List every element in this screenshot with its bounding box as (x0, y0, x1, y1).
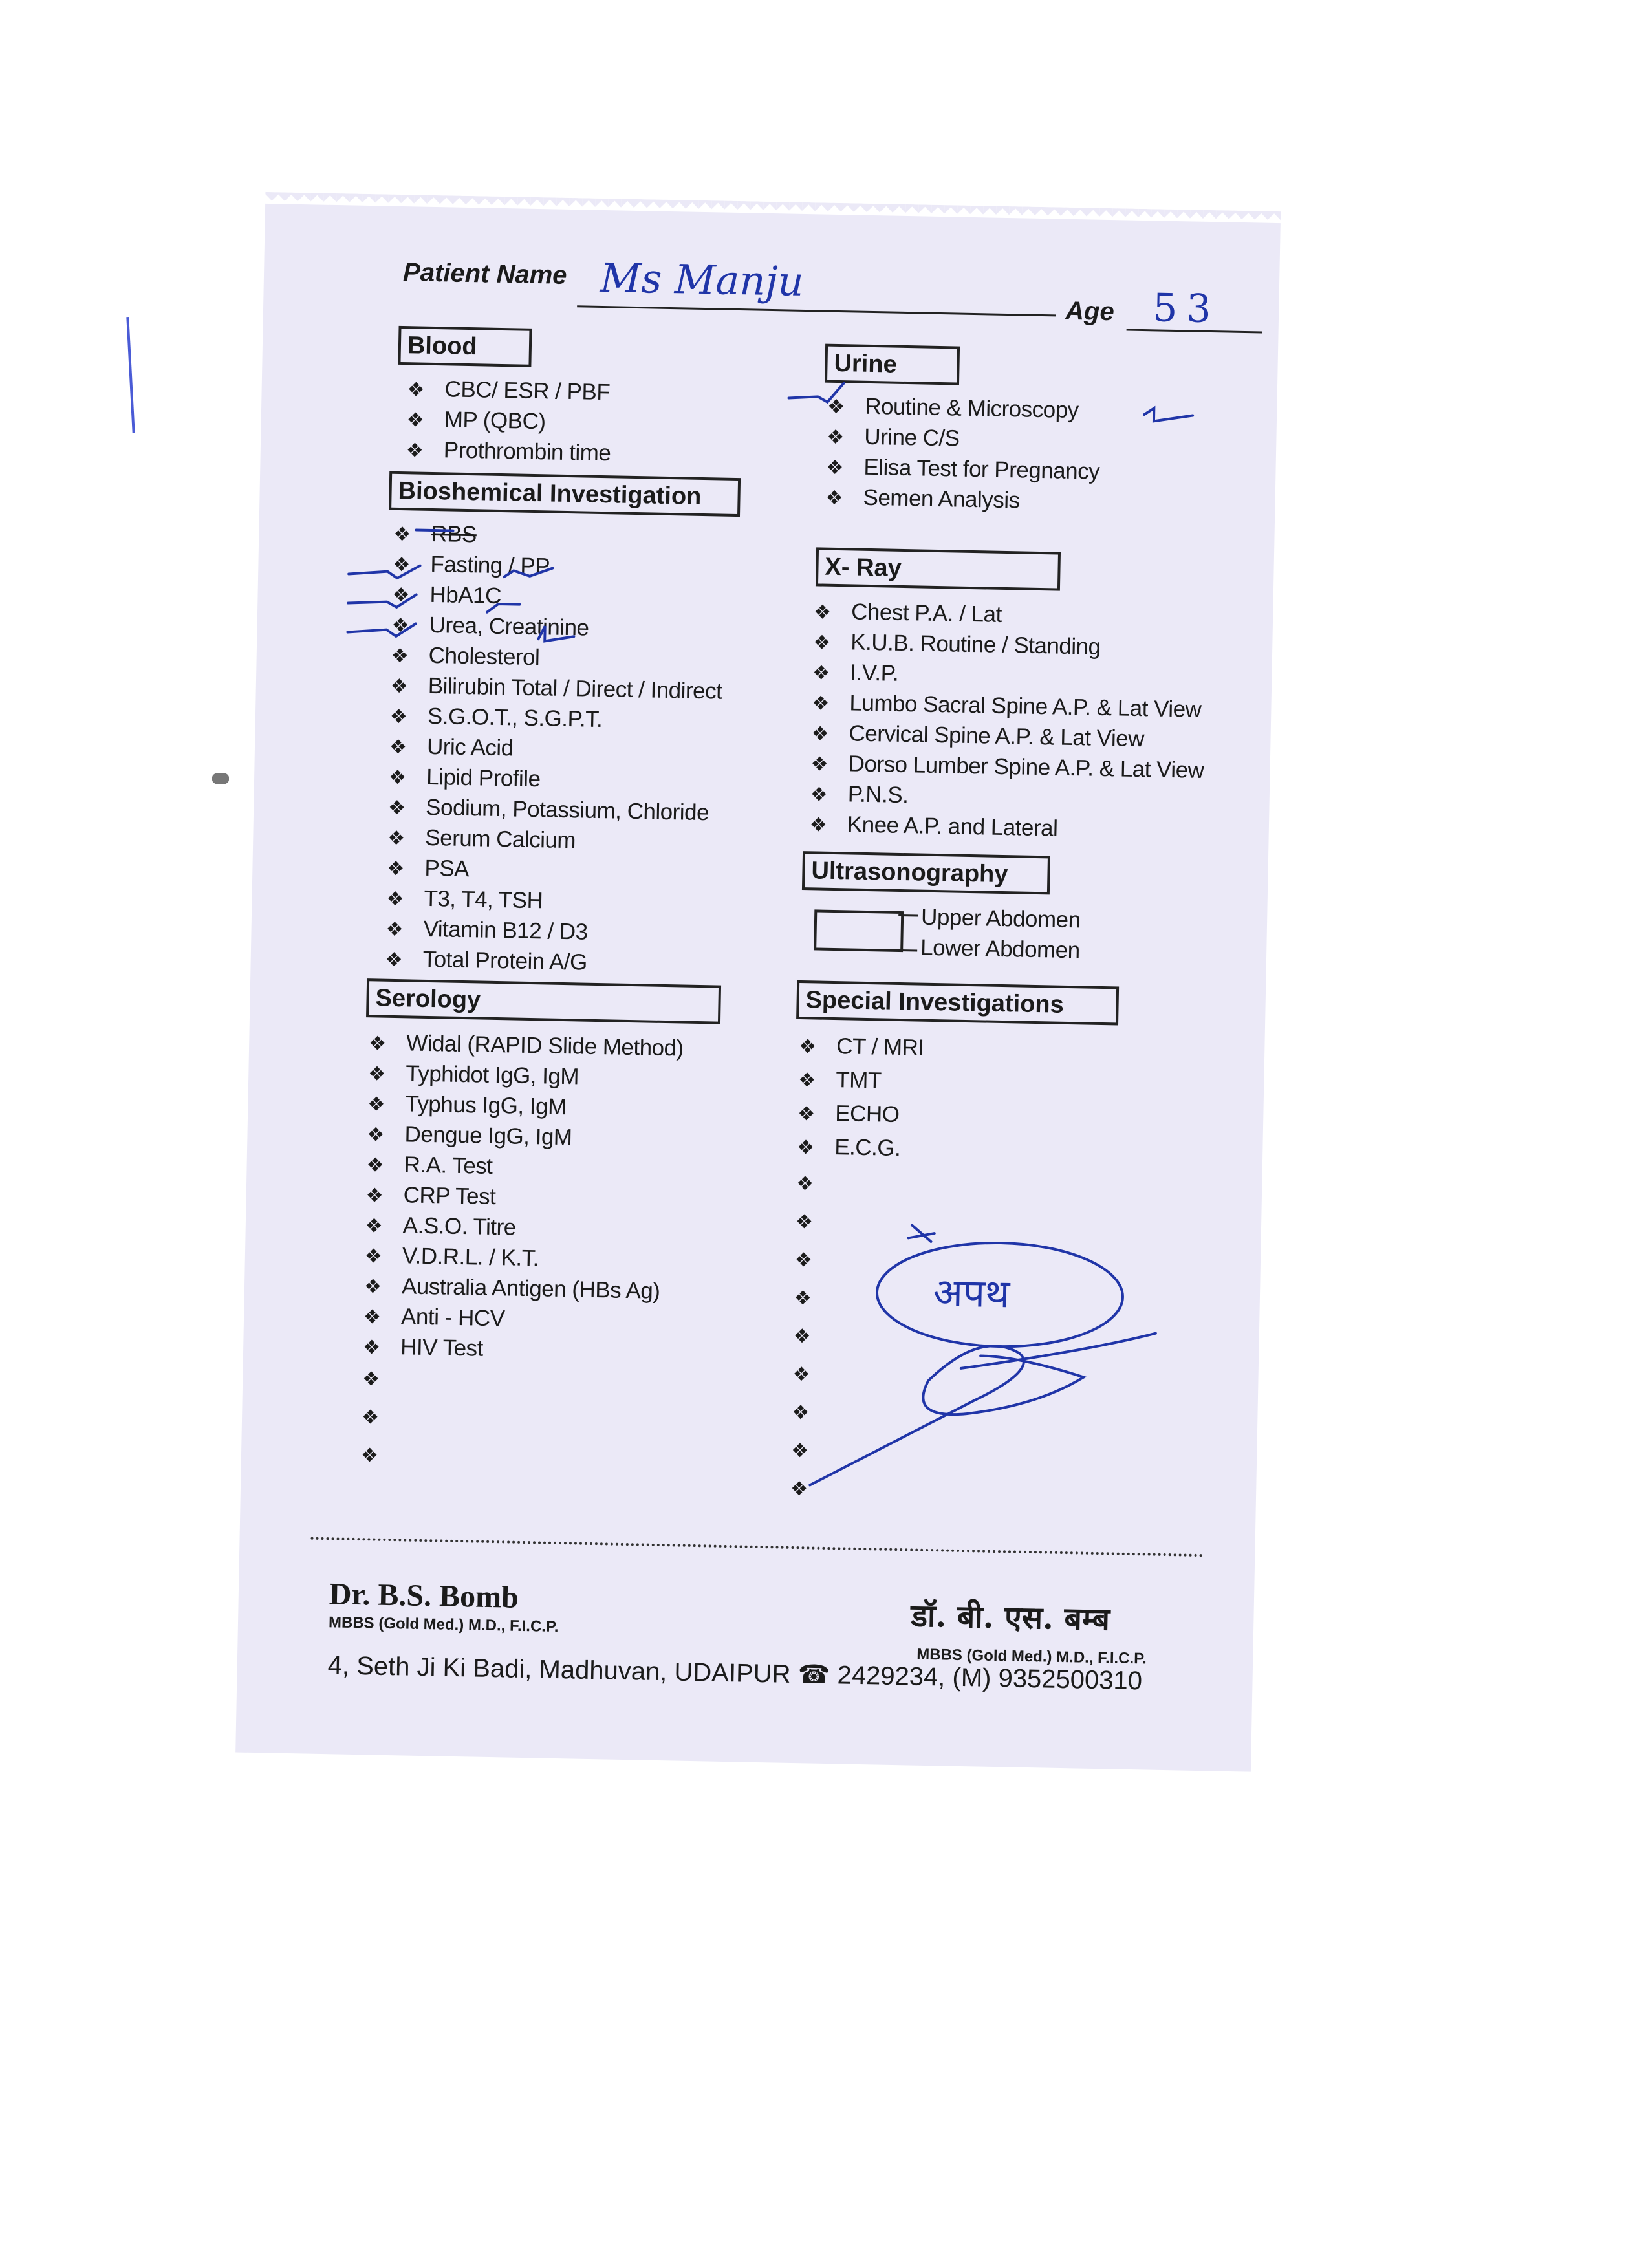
list-item: ❖ PSA (387, 855, 470, 882)
check-hba1c-icon (348, 594, 416, 608)
stray-smudge (212, 773, 229, 784)
prescription-slip (235, 204, 1281, 1772)
dash-fasting-icon (504, 567, 552, 578)
blank-bullet: ❖ (793, 1325, 811, 1348)
list-item: ❖ Total Protein A/G (385, 946, 588, 975)
doctor-name-english: Dr. B.S. Bomb (329, 1577, 519, 1615)
blank-bullet: ❖ (792, 1401, 810, 1424)
list-item: Upper Abdomen (920, 904, 1081, 933)
list-item: ❖ Typhidot IgG, IgM (368, 1061, 579, 1090)
list-item: ❖ E.C.G. (796, 1134, 901, 1161)
list-item: ❖ Anti - HCV (363, 1304, 505, 1332)
stray-pen-mark (126, 317, 135, 433)
section-usg-title: Ultrasonography (802, 851, 1050, 894)
list-item: ❖ HbA1C (392, 581, 502, 609)
list-item: ❖ P.N.S. (810, 781, 909, 808)
list-item: ❖ CBC/ ESR / PBF (407, 376, 611, 405)
doctor-qualification-hindi: MBBS (Gold Med.) M.D., F.I.C.P. (916, 1645, 1147, 1668)
list-item: ❖ CT / MRI (798, 1033, 925, 1061)
section-biochem-title: Bioshemical Investigation (389, 471, 741, 517)
list-item: ❖ Urine C/S (827, 424, 960, 451)
doctor-name-hindi: डॉ. बी. एस. बम्ब (910, 1597, 1110, 1638)
list-item: ❖ Uric Acid (389, 733, 514, 761)
blank-bullet: ❖ (362, 1368, 380, 1390)
list-item: ❖ T3, T4, TSH (386, 885, 543, 914)
list-item: ❖ Vitamin B12 / D3 (385, 916, 588, 945)
signature-icon (810, 1343, 1084, 1491)
list-item: ❖ R.A. Test (366, 1152, 493, 1179)
list-item: ❖ MP (QBC) (406, 407, 546, 435)
handwritten-marks (239, 204, 1281, 1581)
section-blood-title: Blood (398, 326, 532, 367)
list-item: ❖ S.G.O.T., S.G.P.T. (389, 703, 603, 733)
list-item: ❖ CRP Test (365, 1182, 496, 1210)
list-item: ❖ A.S.O. Titre (365, 1213, 517, 1240)
check-fasting-icon (349, 565, 420, 579)
list-item: ❖ Semen Analysis (825, 484, 1020, 513)
list-item: ❖ ECHO (797, 1101, 900, 1128)
list-item: ❖ Urea, Creatinine (391, 612, 589, 641)
clinic-address: 4, Seth Ji Ki Badi, Madhuvan, UDAIPUR (327, 1651, 791, 1689)
list-item: ❖ Dengue IgG, IgM (367, 1121, 572, 1150)
section-special-title: Special Investigations (796, 980, 1119, 1026)
list-item: ❖ Cervical Spine A.P. & Lat View (811, 720, 1145, 752)
blank-bullet: ❖ (792, 1363, 810, 1386)
list-item: ❖ Serum Calcium (387, 825, 576, 854)
check-urine-icon (788, 382, 844, 403)
dash-microscopy-icon (1144, 408, 1193, 422)
list-item: Lower Abdomen (920, 934, 1081, 964)
blank-bullet: ❖ (794, 1287, 812, 1310)
list-item: ❖ Bilirubin Total / Direct / Indirect (390, 673, 722, 704)
section-urine-title: Urine (825, 344, 960, 385)
blank-bullet: ❖ (796, 1172, 814, 1195)
strike-rbs-icon (417, 530, 453, 531)
check-urea-icon (347, 622, 415, 636)
list-item: ❖ Cholesterol (391, 642, 540, 671)
clinic-phone: 2429234, (M) 9352500310 (837, 1661, 1143, 1696)
patient-name-label: Patient Name (402, 258, 567, 290)
list-item: ❖ Fasting / PP (393, 551, 550, 579)
dash-hba1c-icon (487, 604, 519, 613)
blank-bullet: ❖ (790, 1440, 809, 1462)
list-item: ❖ Dorso Lumber Spine A.P. & Lat View (810, 751, 1204, 783)
blank-bullet: ❖ (795, 1211, 814, 1233)
blank-bullet: ❖ (360, 1445, 379, 1467)
patient-name-value: Ms Manju (600, 254, 805, 305)
list-item: ❖ Lumbo Sacral Spine A.P. & Lat View (812, 690, 1202, 722)
section-serology-title: Serology (366, 978, 721, 1024)
note-scribble-icon (909, 1225, 935, 1242)
list-item: ❖ Routine & Microscopy (827, 393, 1079, 424)
list-item: ❖ K.U.B. Routine / Standing (812, 629, 1101, 660)
list-item: ❖ Australia Antigen (HBs Ag) (363, 1273, 660, 1304)
list-item: ❖ V.D.R.L. / K.T. (364, 1243, 539, 1271)
age-value: 53 (1152, 285, 1221, 332)
list-item: ❖ Lipid Profile (388, 764, 541, 792)
list-item: ❖ Knee A.P. and Lateral (809, 812, 1058, 841)
list-item: ❖ Prothrombin time (406, 437, 611, 466)
doctor-qualification-english: MBBS (Gold Med.) M.D., F.I.C.P. (328, 1614, 559, 1636)
telephone-icon: ☎ (797, 1660, 830, 1690)
blank-bullet: ❖ (794, 1249, 813, 1271)
list-item: ❖ I.V.P. (812, 660, 899, 686)
list-item: ❖ TMT (797, 1067, 882, 1094)
list-item: ❖ Widal (RAPID Slide Method) (368, 1030, 684, 1061)
section-xray-title: X- Ray (816, 547, 1061, 590)
list-item: ❖ Typhus IgG, IgM (367, 1091, 567, 1120)
list-item: ❖ Chest P.A. / Lat (813, 599, 1002, 627)
blank-bullet: ❖ (790, 1478, 808, 1500)
signature-tail-icon (961, 1330, 1156, 1372)
handwritten-note: अपथ (933, 1270, 1010, 1317)
list-item: ❖ Elisa Test for Pregnancy (826, 454, 1100, 484)
list-item: ❖ Sodium, Potassium, Chloride (387, 794, 709, 826)
age-label: Age (1065, 296, 1115, 327)
blank-bullet: ❖ (361, 1407, 380, 1429)
list-item: ❖ RBS (393, 521, 477, 548)
list-item: ❖ HIV Test (362, 1334, 484, 1361)
dash-creatinine-icon (538, 626, 574, 642)
